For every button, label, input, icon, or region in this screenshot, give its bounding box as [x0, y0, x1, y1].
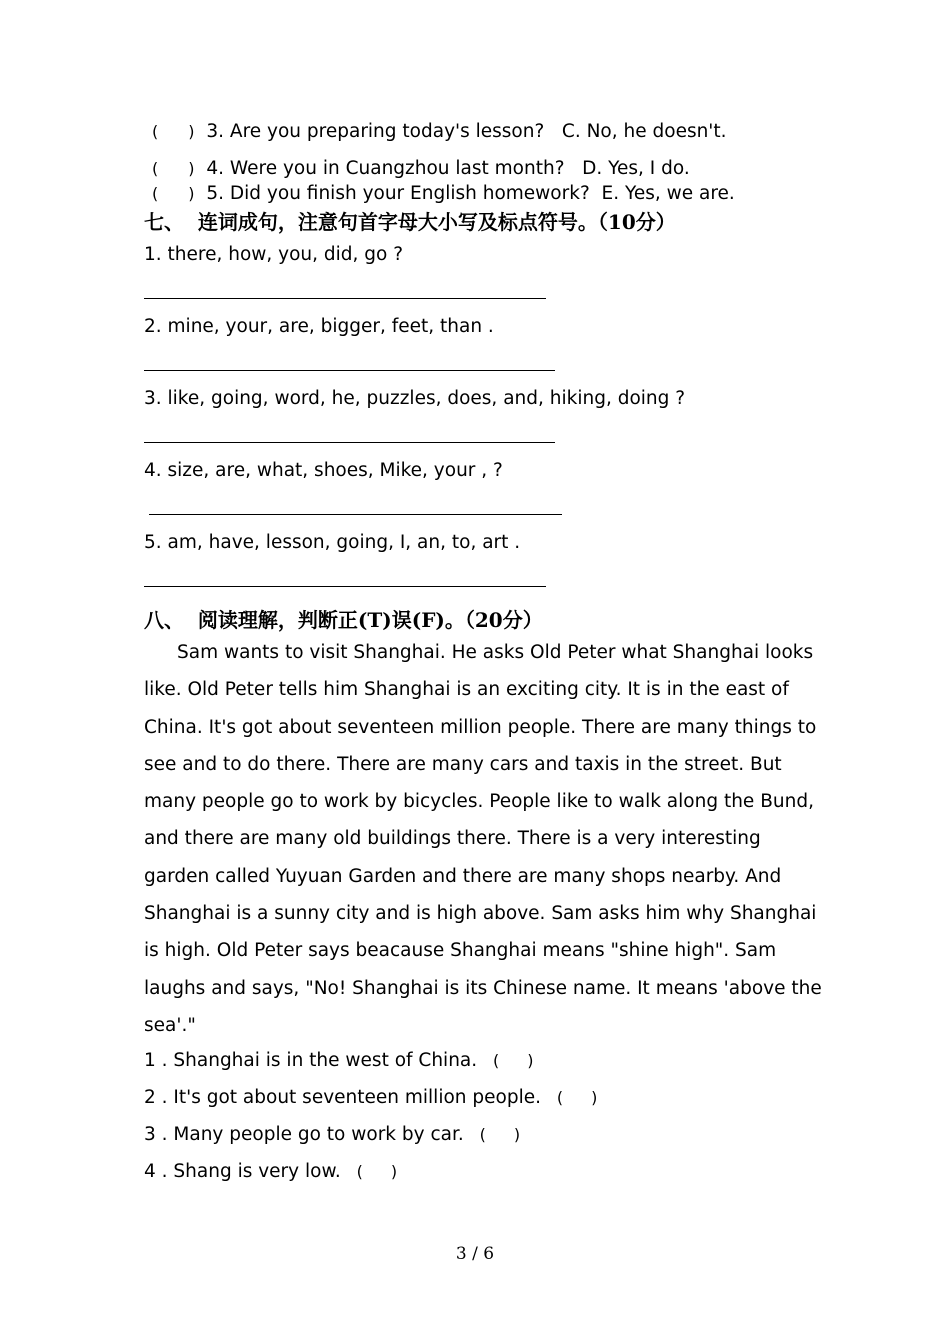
question-text: 1 . Shanghai is in the west of China.: [144, 1050, 478, 1071]
question-text: 4 . Shang is very low.: [144, 1161, 341, 1182]
answer-paren-open: (: [556, 1088, 564, 1107]
matching-row-text: 4. Were you in Cuangzhou last month? D. Yes, I do.: [206, 158, 690, 179]
answer-paren-open: (: [152, 122, 159, 141]
matching-row-text: 3. Are you preparing today's lesson? C. No, he doesn't.: [206, 121, 727, 142]
sentence-item: 5. am, have, lesson, going, I, an, to, art .: [144, 532, 521, 553]
answer-line[interactable]: [144, 370, 555, 371]
answer-paren-open: (: [493, 1051, 500, 1070]
answer-paren-close: ): [390, 1162, 398, 1181]
section-seven-heading: 七、 连词成句，注意句首字母大小写及标点符号。（10分）: [144, 210, 676, 234]
answer-paren-open: (: [479, 1125, 486, 1144]
page-number: 3 / 6: [455, 1244, 495, 1264]
matching-row: [152, 121, 727, 142]
question-text: 3 . Many people go to work by car.: [144, 1124, 464, 1145]
question-item: [144, 1124, 520, 1145]
answer-line[interactable]: [149, 514, 562, 515]
sentence-item: 3. like, going, word, he, puzzles, does, and, hiking, doing ?: [144, 388, 686, 409]
answer-paren-close: ): [188, 122, 195, 141]
answer-line[interactable]: [144, 442, 555, 443]
answer-paren-close: ): [513, 1125, 521, 1144]
answer-paren-open: (: [152, 159, 159, 178]
answer-paren-open: (: [356, 1162, 363, 1181]
sentence-item: 2. mine, your, are, bigger, feet, than .: [144, 316, 494, 337]
answer-paren-close: ): [591, 1088, 598, 1107]
sentence-item: 1. there, how, you, did, go ?: [144, 244, 404, 265]
matching-row-text: 5. Did you finish your English homework? E. Yes, we are.: [206, 183, 735, 204]
answer-paren-open: (: [152, 184, 159, 203]
question-item: [144, 1161, 397, 1182]
question-item: [144, 1050, 534, 1071]
sentence-item: 4. size, are, what, shoes, Mike, your , ?: [144, 460, 503, 481]
answer-paren-close: ): [527, 1051, 534, 1070]
matching-row: [152, 183, 735, 204]
question-item: [144, 1087, 597, 1108]
reading-passage: Sam wants to visit Shanghai. He asks Old Peter what Shanghai looks like. Old Peter tells him Shanghai is an exciting city. It is in the east of China. It's got about seventeen million people. There are many things to see and to do there. There are many cars and taxis in the street. But many people go to work by bicycles. People like to walk along the Bund, and there are many old buildings there. There is a very interesting garden called Yuyuan Garden and there are many shops nearby. And Shanghai is a sunny city and is high above. Sam asks him why Shanghai is high. Old Peter says beacause Shanghai means "shine high". Sam laughs and says, "No! Shanghai is its Chinese name. It means 'above the sea'.": [144, 642, 822, 1036]
section-eight-heading: 八、 阅读理解，判断正(T)误(F)。（20分）: [144, 608, 543, 632]
question-text: 2 . It's got about seventeen million people.: [144, 1087, 541, 1108]
answer-paren-close: ): [188, 159, 195, 178]
matching-row: [152, 158, 690, 179]
answer-line[interactable]: [144, 298, 546, 299]
answer-line[interactable]: [144, 586, 546, 587]
answer-paren-close: ): [188, 184, 195, 203]
